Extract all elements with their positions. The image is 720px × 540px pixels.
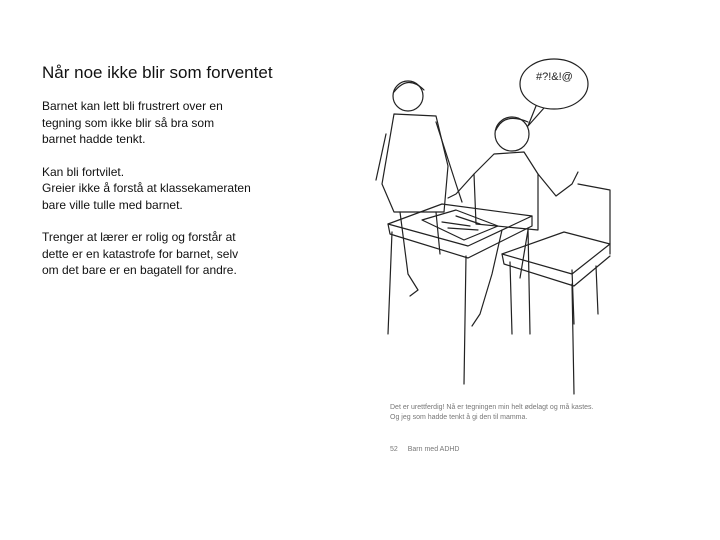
- caption-line: Det er urettferdig! Nå er tegningen min helt ødelagt og må kastes.: [390, 404, 594, 411]
- illustration-caption: [390, 403, 630, 423]
- classroom-illustration: [352, 34, 612, 464]
- paragraph-line: Greier ikke å forstå at klassekameraten: [42, 181, 251, 195]
- drawing-scribbles: [442, 216, 480, 230]
- paragraph-line: dette er en katastrofe for barnet, selv: [42, 246, 239, 261]
- paragraph-line: bare ville tulle med barnet.: [42, 197, 183, 212]
- book-title: Barn med ADHD: [407, 446, 460, 453]
- speech-bubble-tail: [528, 106, 544, 126]
- paragraph-teacher: [42, 229, 332, 279]
- paragraph-line: Barnet kan lett bli frustrert over en: [42, 99, 223, 113]
- desk-leg: [388, 232, 392, 334]
- second-desk-leg: [510, 262, 512, 334]
- standing-boy-leg-right: [436, 212, 440, 254]
- paragraph-line: barnet hadde tenkt.: [42, 132, 146, 146]
- chair-back: [578, 184, 610, 254]
- paragraph-despair: [42, 164, 332, 214]
- standing-boy-leg: [400, 212, 418, 296]
- speech-bubble: [520, 59, 588, 109]
- paragraph-frustration: [42, 98, 332, 148]
- classroom-sketch: [352, 34, 612, 464]
- paragraph-line: om det bare er en bagatell for andre.: [42, 263, 237, 277]
- sitting-boy-arm-left: [448, 174, 474, 198]
- standing-boy-arm-left: [376, 134, 386, 180]
- caption-line: Og jeg som hadde tenkt å gi den til mamma.: [390, 414, 528, 421]
- paragraph-line: Trenger at lærer er rolig og forstår at: [42, 230, 236, 244]
- desk-edge: [388, 216, 532, 258]
- sitting-boy-arm-right: [538, 172, 578, 196]
- book-footer: [390, 446, 468, 453]
- text-column: [42, 62, 332, 295]
- chair-legs: [572, 266, 598, 324]
- paragraph-line: Kan bli fortvilet.: [42, 164, 125, 179]
- page-number: 52: [390, 446, 398, 453]
- second-desk-top: [502, 232, 610, 274]
- paragraph-line: tegning som ikke blir så bra som: [42, 115, 215, 130]
- sitting-boy-head: [495, 117, 529, 151]
- sitting-boy-hair: [496, 118, 528, 130]
- slide-title: Når noe ikke blir som forventet: [42, 63, 273, 82]
- desk-leg: [464, 256, 466, 384]
- sitting-boy-leg: [472, 230, 502, 326]
- standing-boy-arm: [436, 122, 462, 202]
- speech-bubble-text: #?!&!@: [536, 71, 573, 83]
